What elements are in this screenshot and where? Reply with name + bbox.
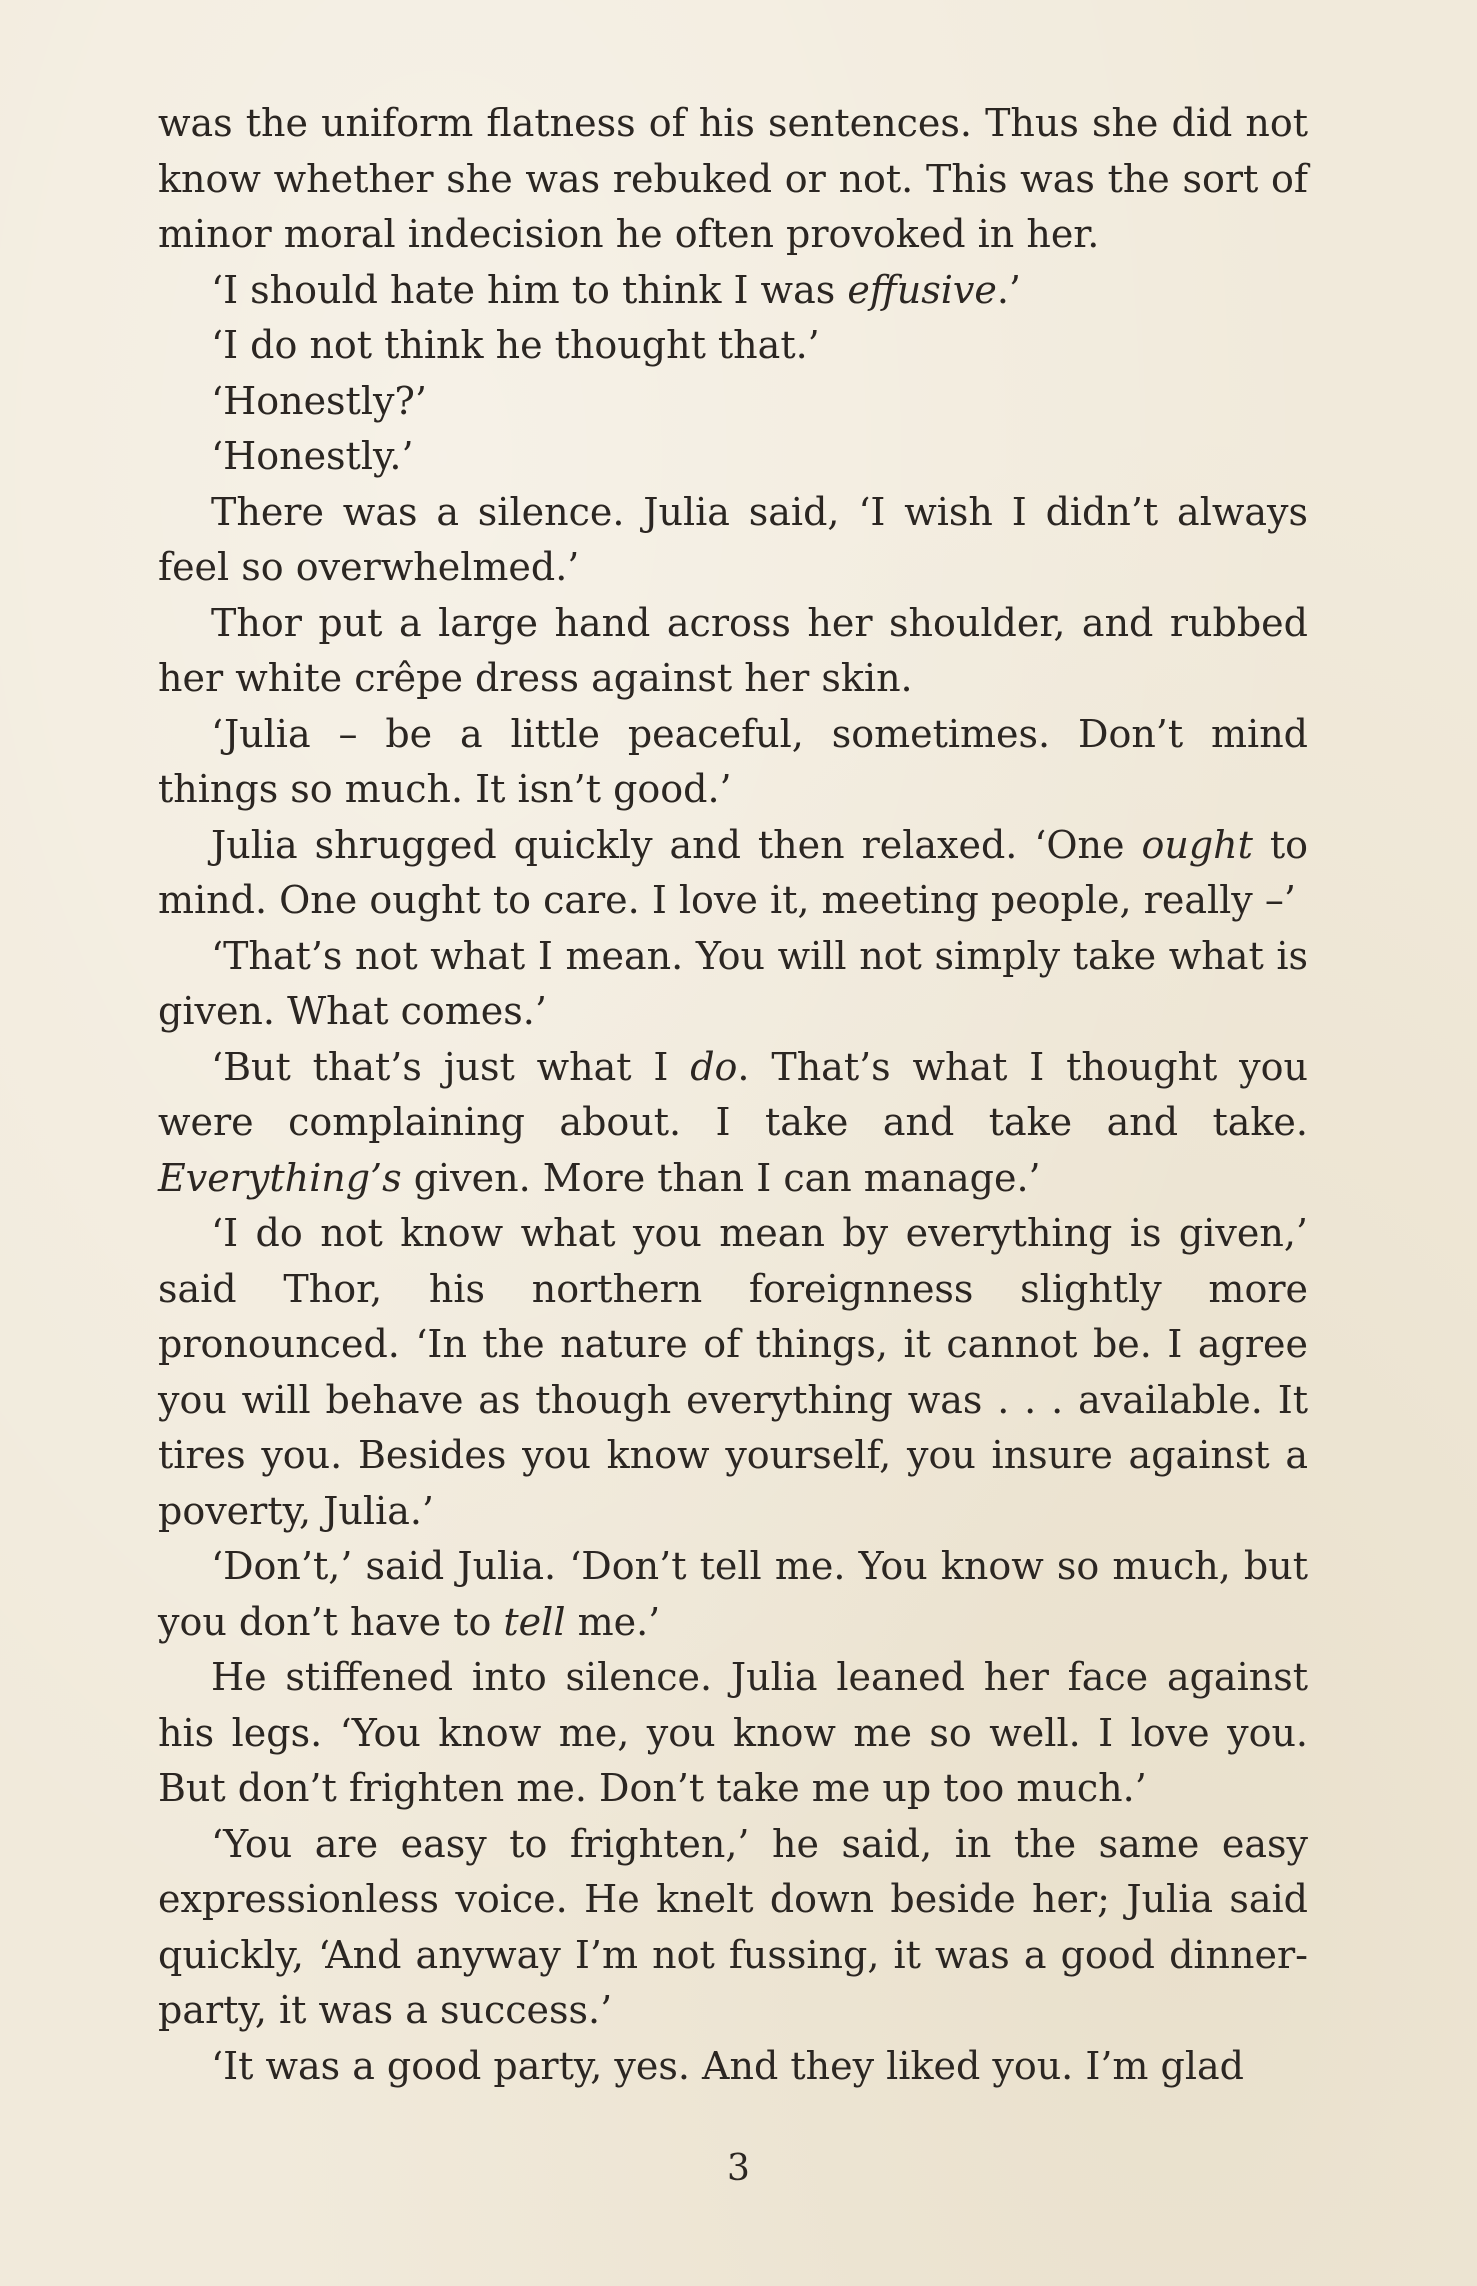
- paragraph: [158, 96, 1308, 263]
- text-run: ‘I do not know what you mean by everything is given,’ said Thor, his northern foreignness slightly more pronounced. ‘In the nature of things, it cannot be. I agree you will behave as though everything was . . . available. It tires you. Besides you know yourself, you insure against a poverty, Julia.’: [158, 1211, 1308, 1533]
- italic-text: tell: [503, 1599, 566, 1644]
- text-run: There was a silence. Julia said, ‘I wish I didn’t always feel so overwhelmed.’: [158, 489, 1308, 589]
- page-number: 3: [727, 2148, 750, 2189]
- paragraph: [158, 929, 1308, 1040]
- paragraph: [158, 1650, 1308, 1817]
- paragraph: [158, 429, 1308, 485]
- text-run: ‘It was a good party, yes. And they liked you. I’m glad: [211, 2043, 1244, 2088]
- paragraph: [158, 2039, 1308, 2095]
- paragraph: [158, 1040, 1308, 1207]
- text-run: ‘Honestly?’: [211, 378, 427, 423]
- text-run: ‘You are easy to frighten,’ he said, in the same easy expressionless voice. He knelt down beside her; Julia said quickly, ‘And anyway I’m not fussing, it was a good dinner-party, it was a success.’: [158, 1821, 1308, 2032]
- paragraph: [158, 1817, 1308, 2039]
- text-run: me.’: [565, 1599, 661, 1644]
- italic-text: Everything’s: [158, 1155, 402, 1200]
- text-run: ‘I should hate him to think I was: [211, 267, 848, 312]
- italic-text: do: [690, 1044, 738, 1089]
- paragraph: [158, 707, 1308, 818]
- text-run: given. More than I can manage.’: [401, 1155, 1041, 1200]
- text-run: ‘That’s not what I mean. You will not simply take what is given. What comes.’: [158, 933, 1308, 1033]
- text-run: to mind. One ought to care. I love it, meeting people, really –’: [158, 822, 1308, 922]
- text-run: Julia shrugged quickly and then relaxed. ‘One: [211, 822, 1142, 867]
- body-text: [158, 96, 1308, 2094]
- text-run: ‘But that’s just what I: [211, 1044, 691, 1089]
- text-run: was the uniform flatness of his sentences. Thus she did not know whether she was rebuked or not. This was the sort of minor moral indecision he often provoked in her.: [158, 101, 1308, 256]
- paragraph: [158, 374, 1308, 430]
- text-run: ‘Julia – be a little peaceful, sometimes. Don’t mind things so much. It isn’t good.’: [158, 711, 1308, 811]
- italic-text: effusive: [847, 267, 997, 312]
- paragraph: [158, 596, 1308, 707]
- text-run: . That’s what I thought you were complaining about. I take and take and take.: [158, 1044, 1308, 1144]
- paragraph: [158, 263, 1308, 319]
- text-run: ‘Don’t,’ said Julia. ‘Don’t tell me. You know so much, but you don’t have to: [158, 1544, 1308, 1644]
- paragraph: [158, 818, 1308, 929]
- paragraph: [158, 318, 1308, 374]
- italic-text: ought: [1141, 822, 1253, 867]
- text-run: Thor put a large hand across her shoulder, and rubbed her white crêpe dress against her skin.: [158, 600, 1308, 700]
- paragraph: [158, 1539, 1308, 1650]
- paragraph: [158, 485, 1308, 596]
- text-run: ‘Honestly.’: [211, 434, 414, 478]
- text-run: ‘I do not think he thought that.’: [211, 323, 820, 367]
- text-run: .’: [996, 267, 1021, 312]
- paragraph: [158, 1206, 1308, 1539]
- text-run: He stiffened into silence. Julia leaned her face against his legs. ‘You know me, you know me so well. I love you. But don’t frighten me. Don’t take me up too much.’: [158, 1655, 1308, 1810]
